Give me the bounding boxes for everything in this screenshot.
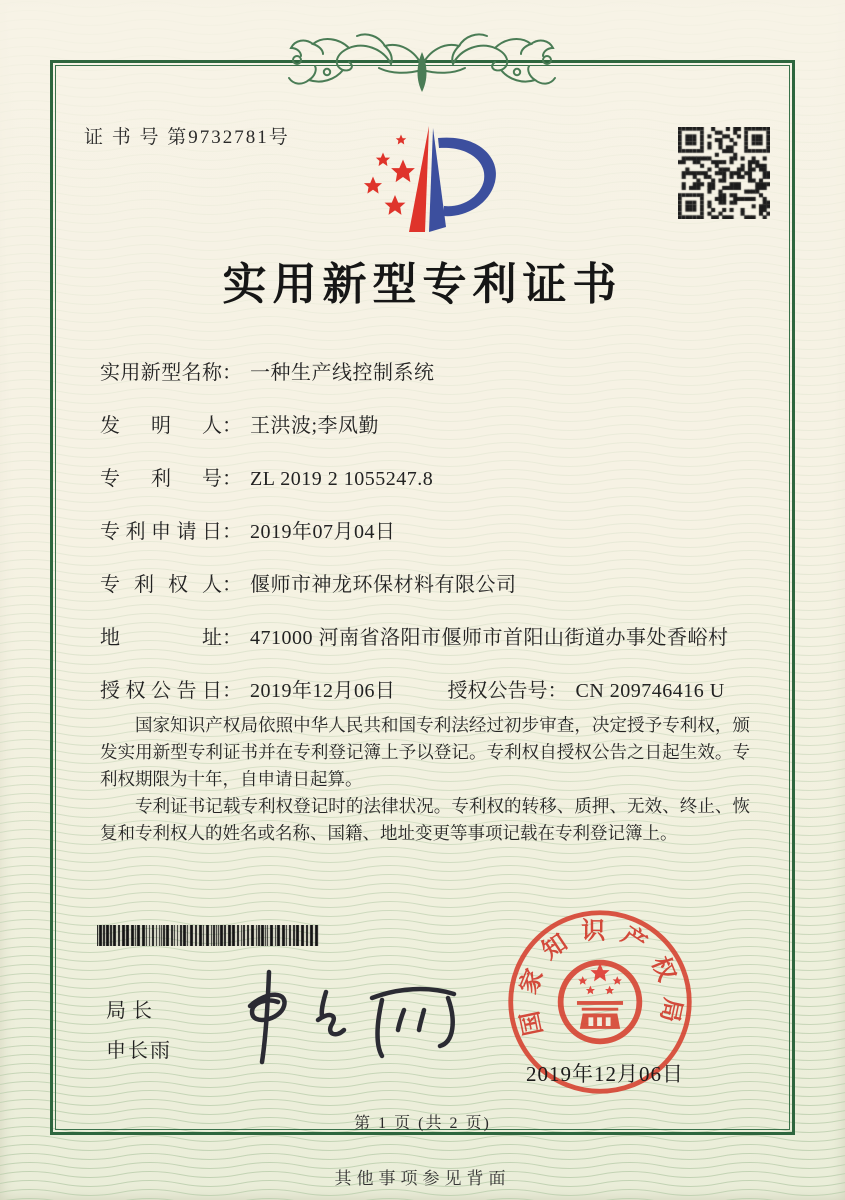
- field-value: 偃师市神龙环保材料有限公司: [250, 574, 517, 596]
- field-row: [100, 515, 760, 568]
- cnipa-logo-icon: [343, 120, 505, 236]
- field-label: 专利权人: [100, 574, 222, 596]
- legal-paragraph-1: 国家知识产权局依照中华人民共和国专利法经过初步审查，决定授予专利权，颁发实用新型专利证书并在专利登记簿上予以登记。专利权自授权公告之日起生效。专利权期限为十年，自申请日起算。: [100, 715, 750, 789]
- qr-code: [678, 127, 770, 219]
- scroll-ornament-icon: [287, 8, 557, 108]
- seal-ring-text: 国家知识产权局: [514, 918, 686, 1038]
- field-value: 王洪波;李凤勤: [250, 415, 380, 437]
- signature-handwriting: [222, 958, 472, 1076]
- field-row: [100, 409, 760, 462]
- field-row: [100, 462, 760, 515]
- field-value: 2019年12月06日: [250, 680, 396, 702]
- field-value: ZL 2019 2 1055247.8: [250, 468, 434, 490]
- barcode: [97, 925, 321, 946]
- page-number: 第 1 页 (共 2 页): [354, 1115, 491, 1132]
- legal-paragraph-2: 专利证书记载专利权登记时的法律状况。专利权的转移、质押、无效、终止、恢复和专利权人的姓名或名称、国籍、地址变更等事项记载在专利登记簿上。: [100, 796, 750, 843]
- field-colon: ：: [222, 680, 242, 702]
- field-colon: ：: [222, 574, 242, 596]
- field-row: [100, 621, 760, 674]
- certificate-number: 证 书 号 第9732781号: [84, 127, 290, 148]
- certificate-title: 实用新型专利证书: [222, 260, 623, 309]
- field-colon: ：: [222, 627, 242, 649]
- field-label: 实用新型名称: [100, 362, 222, 384]
- signer-title: 局长: [106, 1000, 158, 1022]
- field-label: 授权公告号: [447, 680, 548, 702]
- national-emblem-icon: [561, 963, 640, 1042]
- field-colon: ：: [222, 468, 242, 490]
- field-label: 地址: [100, 627, 222, 649]
- field-row: [100, 568, 760, 621]
- field-label: 授权公告日: [100, 680, 222, 702]
- field-value: 一种生产线控制系统: [250, 362, 435, 384]
- grant-number-group: [448, 680, 725, 702]
- field-colon: ：: [222, 362, 242, 384]
- back-side-note: 其他事项参见背面: [334, 1169, 511, 1188]
- field-value: 471000 河南省洛阳市偃师市首阳山街道办事处香峪村: [250, 627, 729, 649]
- field-row: [100, 356, 760, 409]
- seal-date: 2019年12月06日: [526, 1062, 684, 1086]
- field-list: [100, 356, 760, 727]
- field-label: 专利申请日: [100, 521, 222, 543]
- field-label: 专利号: [100, 468, 222, 490]
- field-label: 发明人: [100, 415, 222, 437]
- field-colon: ：: [222, 521, 242, 543]
- field-colon: ：: [547, 680, 568, 702]
- field-colon: ：: [222, 415, 242, 437]
- legal-text: [100, 712, 750, 847]
- field-value: CN 209746416 U: [575, 680, 725, 702]
- signer-name: 申长雨: [106, 1040, 172, 1062]
- field-value: 2019年07月04日: [250, 521, 396, 543]
